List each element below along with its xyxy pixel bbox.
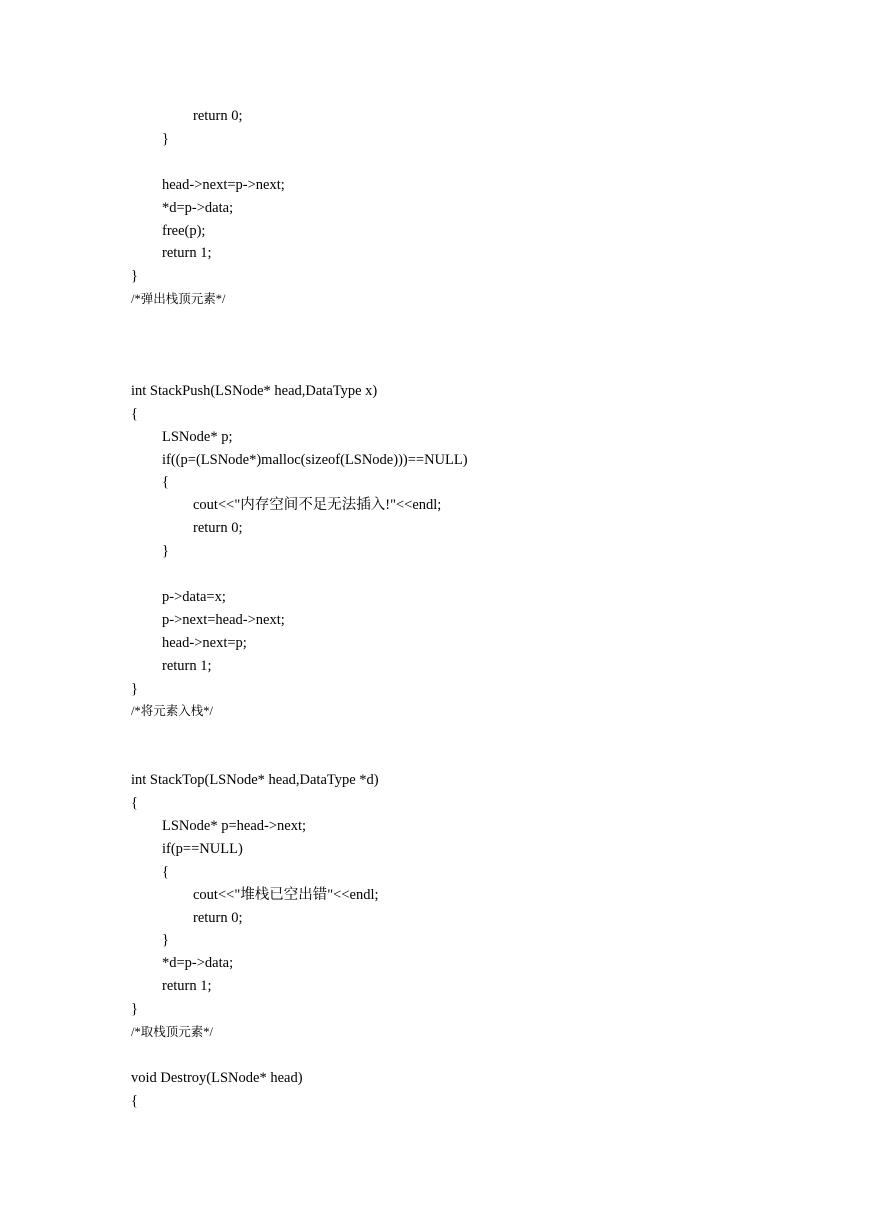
code-line: if((p=(LSNode*)malloc(sizeof(LSNode)))==NULL) bbox=[162, 452, 468, 468]
code-line: return 0; bbox=[193, 520, 243, 536]
code-line: return 1; bbox=[162, 658, 212, 674]
code-line: { bbox=[162, 474, 169, 490]
code-line: return 0; bbox=[193, 910, 243, 926]
code-line: } bbox=[162, 932, 169, 948]
code-line: } bbox=[162, 543, 169, 559]
code-line: { bbox=[162, 864, 169, 880]
code-comment-line: /*取栈顶元素*/ bbox=[131, 1025, 213, 1039]
code-line: LSNode* p=head->next; bbox=[162, 818, 307, 834]
code-line: p->next=head->next; bbox=[162, 612, 285, 628]
code-line: p->data=x; bbox=[162, 589, 226, 605]
code-comment-line: /*弹出栈顶元素*/ bbox=[131, 292, 226, 306]
code-line: *d=p->data; bbox=[162, 200, 234, 216]
code-line: } bbox=[131, 681, 138, 697]
code-line: return 1; bbox=[162, 245, 212, 261]
code-line: free(p); bbox=[162, 223, 206, 239]
code-line: { bbox=[131, 795, 138, 811]
code-line: } bbox=[131, 1001, 138, 1017]
code-line: { bbox=[131, 406, 138, 422]
code-line: head->next=p->next; bbox=[162, 177, 285, 193]
code-line: } bbox=[162, 131, 169, 147]
code-line: } bbox=[131, 268, 138, 284]
code-line: *d=p->data; bbox=[162, 955, 234, 971]
code-line: int StackTop(LSNode* head,DataType *d) bbox=[131, 772, 379, 788]
code-line: void Destroy(LSNode* head) bbox=[131, 1070, 303, 1086]
code-line: return 1; bbox=[162, 978, 212, 994]
code-line: int StackPush(LSNode* head,DataType x) bbox=[131, 383, 378, 399]
code-line: return 0; bbox=[193, 108, 243, 124]
code-line: cout<<"内存空间不足无法插入!"<<endl; bbox=[193, 497, 442, 513]
code-line: cout<<"堆栈已空出错"<<endl; bbox=[193, 887, 379, 903]
code-comment-line: /*将元素入栈*/ bbox=[131, 704, 213, 718]
code-line: LSNode* p; bbox=[162, 429, 233, 445]
code-line: head->next=p; bbox=[162, 635, 247, 651]
code-line: if(p==NULL) bbox=[162, 841, 243, 857]
code-line: { bbox=[131, 1093, 138, 1109]
